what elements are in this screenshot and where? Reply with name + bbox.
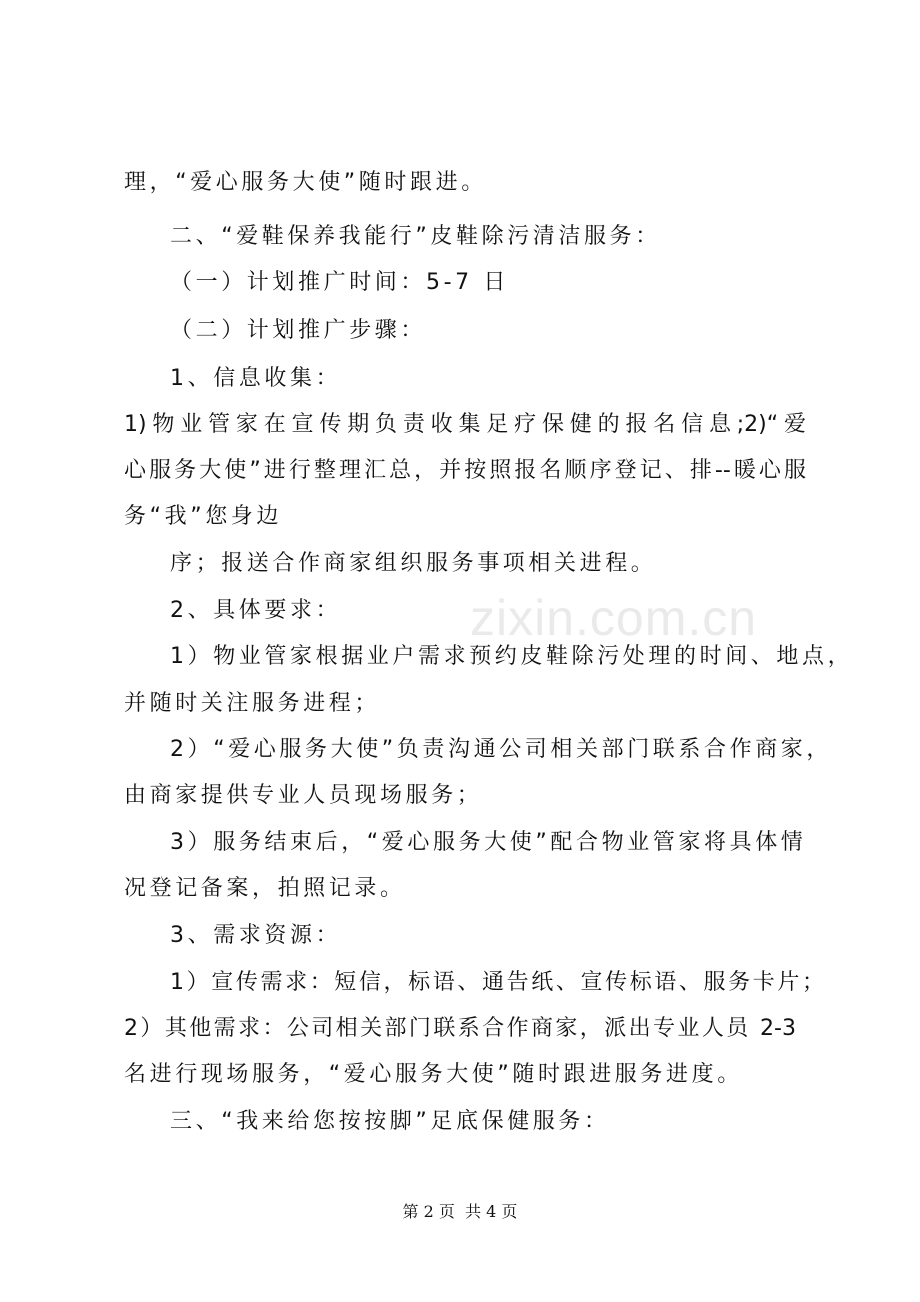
subsection-heading: （一）计划推广时间：5-7 日: [170, 270, 509, 295]
paragraph-line: 名进行现场服务，“爱心服务大使”随时跟进服务进度。: [124, 1062, 743, 1087]
paragraph-line: 并随时关注服务进程；: [124, 691, 381, 716]
paragraph-line: 心服务大使”进行整理汇总，并按照报名顺序登记、排--暖心服: [124, 458, 806, 483]
paragraph-line: 务“我”您身边: [124, 504, 282, 529]
paragraph-line: 序；报送合作商家组织服务事项相关进程。: [170, 551, 657, 576]
item-heading: 1、信息收集：: [170, 366, 342, 391]
paragraph-line: 2）“爱心服务大使”负责沟通公司相关部门联系合作商家，: [170, 737, 832, 762]
item-heading: 2、具体要求：: [170, 598, 342, 623]
paragraph-line: 1）宣传需求：短信，标语、通告纸、宣传标语、服务卡片；: [170, 970, 824, 995]
paragraph-line: 1）物业管家根据业户需求预约皮鞋除污处理的时间、地点，: [170, 644, 854, 669]
page-number-footer: 第 2 页 共 4 页: [402, 1202, 518, 1221]
paragraph-line: 况登记备案，拍照记录。: [124, 876, 406, 901]
watermark: zixin.com.cn: [470, 590, 758, 646]
item-heading: 3、需求资源：: [170, 923, 342, 948]
subsection-heading: （二）计划推广步骤：: [170, 318, 427, 343]
section-heading: 三、“我来给您按按脚”足底保健服务：: [170, 1109, 610, 1134]
paragraph-line: 3）服务结束后，“爱心服务大使”配合物业管家将具体情: [170, 830, 807, 855]
paragraph-line: 2）其他需求：公司相关部门联系合作商家，派出专业人员 2-3: [124, 1016, 796, 1041]
paragraph-line: 1)物业管家在宣传期负责收集足疗保健的报名信息;2)“爱: [124, 412, 806, 437]
section-heading: 二、“爱鞋保养我能行”皮鞋除污清洁服务：: [170, 224, 661, 249]
paragraph-line: 由商家提供专业人员现场服务；: [124, 783, 483, 808]
paragraph-line: 理，“爱心服务大使”随时跟进。: [124, 170, 487, 195]
